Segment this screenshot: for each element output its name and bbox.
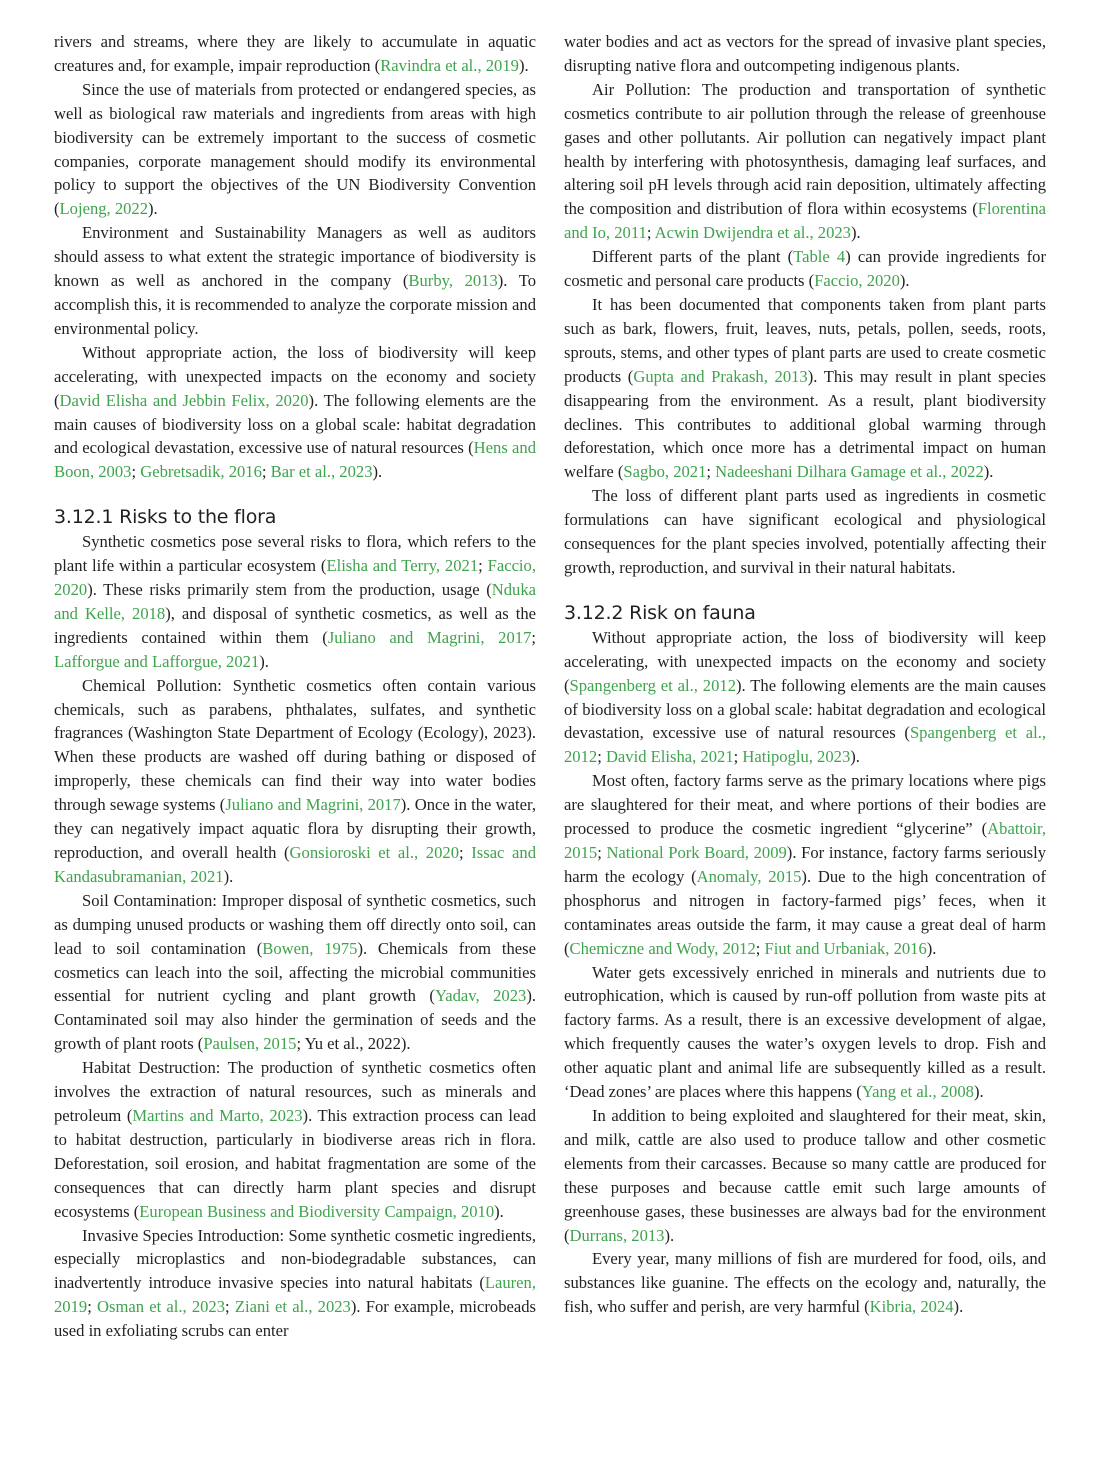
body-text: ). — [664, 1225, 675, 1245]
body-text: Air Pollution: The production and transportation of synthetic cosmetics contribute to air pollution through the release of greenhouse gases and other pollutants. Air pollution can negatively impact plant health by interfering with photosynthesis, damaging leaf surfaces, and altering soil pH levels through acid rain deposition, ultimately affecting the composition and distribution of flora within ecosystems ( — [564, 79, 1046, 219]
citation-link[interactable]: Spangenberg et al., 2012 — [564, 723, 1046, 767]
body-text: Every year, many millions of fish are murdered for food, oils, and substances like guanine. The effects on the ecology and, naturally, the fish, who suffer and perish, are very harmful ( — [564, 1249, 1046, 1317]
paragraph — [564, 484, 1046, 580]
body-text: ). Due to the high concentration of phosphorus and nitrogen in factory-farmed pigs’ feces, when it contaminates areas outside the farm, it may cause a great deal of harm ( — [564, 866, 1046, 958]
left-column — [54, 30, 536, 1343]
body-text: ). This extraction process can lead to habitat destruction, particularly in biodiverse areas rich in flora. Deforestation, soil erosion, and habitat fragmentation are some of the consequences that can directly harm plant species and disrupt ecosystems ( — [54, 1105, 537, 1221]
body-text: It has been documented that components taken from plant parts such as bark, flowers, fruit, leaves, nuts, petals, pollen, seeds, roots, sprouts, stems, and other types of plant parts are used to create cosmetic products ( — [564, 294, 1046, 386]
citation-link[interactable]: Ziani et al., 2023 — [234, 1297, 351, 1317]
paragraph — [54, 30, 536, 78]
citation-link[interactable]: Paulsen, 2015 — [203, 1034, 297, 1054]
citation-link[interactable]: Kibria, 2024 — [869, 1297, 954, 1317]
paragraph — [564, 245, 1046, 293]
citation-link[interactable]: Faccio, 2020 — [814, 271, 900, 291]
citation-link[interactable]: Osman et al., 2023 — [97, 1297, 226, 1317]
body-text: ). Contaminated soil may also hinder the germination of seeds and the growth of plant roots ( — [54, 986, 537, 1054]
citation-link[interactable]: Lojeng, 2022 — [59, 199, 149, 219]
body-text: Habitat Destruction: The production of synthetic cosmetics often involves the extraction of natural resources, such as minerals and petroleum ( — [54, 1058, 536, 1125]
body-text: ). — [372, 462, 383, 482]
body-text: ). — [926, 938, 937, 958]
paragraph — [54, 1224, 536, 1344]
citation-link[interactable]: Juliano and Magrini, 2017 — [327, 627, 532, 647]
body-text: Environment and Sustainability Managers as well as auditors should assess to what extent the strategic importance of biodiversity is known as well as anchored in the company ( — [54, 223, 536, 291]
body-text: ; — [478, 556, 488, 576]
citation-link[interactable]: European Business and Biodiversity Campaign, 2010 — [139, 1201, 495, 1221]
body-text: ). — [494, 1201, 504, 1221]
body-text: Without appropriate action, the loss of biodiversity will keep accelerating, with unexpected impacts on the economy and society ( — [54, 342, 536, 410]
right-column — [564, 30, 1046, 1343]
body-text: ). These risks primarily stem from the production, usage ( — [87, 580, 492, 600]
citation-link[interactable]: Abattoir, 2015 — [564, 819, 1046, 862]
citation-link[interactable]: Elisha and Terry, 2021 — [326, 556, 479, 576]
citation-link[interactable]: Durrans, 2013 — [569, 1225, 665, 1245]
citation-link[interactable]: Table 4 — [793, 247, 846, 267]
paragraph — [54, 674, 536, 889]
body-text: ). For instance, factory farms seriously harm the ecology ( — [564, 843, 1046, 886]
body-text: ; — [755, 938, 765, 958]
paragraph — [564, 1104, 1046, 1247]
paragraph — [54, 221, 536, 341]
citation-link[interactable]: Chemiczne and Wody, 2012 — [569, 938, 756, 958]
body-text: ; — [531, 627, 536, 647]
body-text: ) can provide ingredients for cosmetic and personal care products ( — [564, 247, 1047, 291]
citation-link[interactable]: Lafforgue and Lafforgue, 2021 — [54, 651, 260, 671]
article-page — [54, 30, 1046, 1343]
body-text: Without appropriate action, the loss of biodiversity will keep accelerating, with unexpected impacts on the economy and society ( — [564, 627, 1046, 695]
body-text: ). — [259, 651, 269, 671]
citation-link[interactable]: Bowen, 1975 — [262, 938, 358, 958]
body-text: ). For example, microbeads used in exfoliating scrubs can enter — [54, 1297, 536, 1341]
citation-link[interactable]: Nadeeshani Dilhara Gamage et al., 2022 — [715, 462, 984, 482]
paragraph — [54, 341, 536, 484]
citation-link[interactable]: Issac and Kandasubramanian, 2021 — [54, 843, 537, 886]
paragraph — [54, 530, 536, 673]
citation-link[interactable]: Lauren, 2019 — [54, 1273, 536, 1317]
citation-link[interactable]: Bar et al., 2023 — [270, 462, 373, 482]
citation-link[interactable]: David Elisha and Jebbin Felix, 2020 — [59, 390, 309, 410]
paragraph — [564, 626, 1046, 769]
paragraph — [54, 78, 536, 221]
citation-link[interactable]: Burby, 2013 — [408, 271, 498, 291]
citation-link[interactable]: Fiut and Urbaniak, 2016 — [764, 938, 927, 958]
body-text: ; — [131, 462, 141, 482]
paragraph — [564, 78, 1046, 245]
body-text: ; — [646, 223, 655, 243]
body-text: ; — [706, 462, 716, 482]
citation-link[interactable]: Faccio, 2020 — [54, 556, 536, 600]
body-text: ; Yu et al., 2022). — [296, 1034, 411, 1054]
body-text: ; — [87, 1297, 97, 1317]
body-text: ; — [459, 843, 472, 862]
body-text: ). — [953, 1297, 964, 1317]
body-text: Different parts of the plant ( — [592, 247, 794, 267]
body-text: Water gets excessively enriched in minerals and nutrients due to eutrophication, which is caused by run-off pollution from waste pits at factory farms. As a result, there is an excessive development of algae, which frequently causes the water’s oxygen levels to drop. Fish and other aquatic plant and animal life are subsequently killed as a result. ‘Dead zones’ are places where this happens ( — [564, 962, 1046, 1102]
citation-link[interactable]: National Pork Board, 2009 — [606, 843, 787, 862]
body-text: ). — [899, 271, 910, 291]
body-text: ). — [983, 462, 994, 482]
body-text: Invasive Species Introduction: Some synthetic cosmetic ingredients, especially microplastics and non-biodegradable substances, can inadvertently introduce invasive species into natural habitats ( — [54, 1225, 536, 1293]
body-text: Chemical Pollution: Synthetic cosmetics often contain various chemicals, such as parabens, phthalates, sulfates, and synthetic fragrances (Washington State Department of Ecology (Ecology), 2023). When these products are washed off during bathing or disposed of improperly, these chemicals can find their way into water bodies through sewage systems ( — [54, 675, 536, 815]
body-text: Synthetic cosmetics pose several risks to flora, which refers to the plant life within a particular ecosystem ( — [54, 532, 536, 576]
section-heading-fauna: 3.12.2 Risk on fauna — [564, 601, 756, 624]
body-text: The loss of different plant parts used as ingredients in cosmetic formulations can have significant ecological and physiological consequences for the plant species involved, potentially affecting their growth, reproduction, and survival in their natural habitats. — [564, 486, 1046, 577]
body-text: ). — [973, 1082, 984, 1102]
paragraph — [564, 30, 1046, 78]
paragraph — [54, 889, 536, 1056]
paragraph — [54, 1056, 536, 1223]
citation-link[interactable]: David Elisha, 2021 — [605, 747, 734, 767]
citation-link[interactable]: Sagbo, 2021 — [623, 462, 707, 482]
paragraph — [564, 961, 1046, 1104]
citation-link[interactable]: Yang et al., 2008 — [861, 1082, 974, 1102]
body-text: ; — [261, 462, 271, 482]
citation-link[interactable]: Martins and Marto, 2023 — [132, 1105, 303, 1125]
paragraph — [564, 293, 1046, 484]
citation-link[interactable]: Ravindra et al., 2019 — [380, 55, 519, 75]
body-text: ). — [850, 223, 861, 243]
citation-link[interactable]: Acwin Dwijendra et al., 2023 — [654, 223, 851, 243]
citation-link[interactable]: Gupta and Prakash, 2013 — [633, 366, 808, 386]
body-text: In addition to being exploited and slaughtered for their meat, skin, and milk, cattle are also used to produce tallow and other cosmetic elements from their carcasses. Because so many cattle are produced for these purposes and because cattle emit such large amounts of greenhouse gases, these businesses are always bad for the environment ( — [564, 1105, 1046, 1245]
body-text: rivers and streams, where they are likely to accumulate in aquatic creatures and, for example, impair reproduction ( — [54, 32, 536, 75]
paragraph — [564, 769, 1046, 960]
body-text: ). Chemicals from these cosmetics can leach into the soil, affecting the microbial communities essential for nutrient cycling and plant growth ( — [54, 938, 536, 1006]
citation-link[interactable]: Juliano and Magrini, 2017 — [225, 795, 401, 815]
citation-link[interactable]: Nduka and Kelle, 2018 — [54, 580, 536, 623]
body-text: Since the use of materials from protected or endangered species, as well as biological raw materials and ingredients from areas with high biodiversity can be extremely important to the success of cosmetic companies, corporate management should modify its environmental policy to support the objectives of the UN Biodiversity Convention ( — [54, 79, 536, 219]
citation-link[interactable]: Spangenberg et al., 2012 — [569, 675, 736, 695]
section-heading-flora: 3.12.1 Risks to the flora — [54, 506, 277, 529]
citation-link[interactable]: Hens and Boon, 2003 — [54, 438, 536, 482]
body-text: water bodies and act as vectors for the spread of invasive plant species, disrupting native flora and outcompeting indigenous plants. — [564, 32, 1046, 75]
body-text: ). — [148, 199, 158, 219]
body-text: Soil Contamination: Improper disposal of synthetic cosmetics, such as dumping unused products or washing them off directly onto soil, can lead to soil contamination ( — [54, 890, 536, 958]
citation-link[interactable]: Hatipoglu, 2023 — [742, 747, 851, 767]
citation-link[interactable]: Yadav, 2023 — [434, 986, 527, 1006]
body-text: ). Once in the water, they can negatively impact aquatic flora by disrupting their growth, reproduction, and overall health ( — [54, 795, 537, 862]
body-text: Most often, factory farms serve as the primary locations where pigs are slaughtered for their meat, and where portions of their bodies are processed to produce the cosmetic ingredient “glycerine” ( — [564, 771, 1046, 839]
body-text: ). To accomplish this, it is recommended to analyze the corporate mission and environmental policy. — [54, 271, 536, 338]
body-text: ; — [597, 747, 606, 767]
body-text: ). The following elements are the main causes of biodiversity loss on a global scale: habitat degradation and ecological devastation, excessive use of natural resources ( — [564, 675, 1046, 743]
citation-link[interactable]: Gonsioroski et al., 2020 — [289, 843, 459, 862]
body-text: ). The following elements are the main causes of biodiversity loss on a global scale: habitat degradation and ecological devastation, excessive use of natural resources ( — [54, 390, 536, 458]
citation-link[interactable]: Anomaly, 2015 — [696, 866, 802, 886]
paragraph — [564, 1247, 1046, 1319]
body-text: ), and disposal of synthetic cosmetics, as well as the ingredients contained within them ( — [54, 603, 536, 647]
body-text: ). — [223, 866, 234, 886]
body-text: ; — [733, 747, 743, 767]
citation-link[interactable]: Gebretsadik, 2016 — [140, 462, 262, 482]
body-text: ). — [518, 55, 529, 75]
body-text: ). This may result in plant species disappearing from the environment. As a result, plant biodiversity declines. This contributes to additional global warming through deforestation, which once more has a detrimental impact on human welfare ( — [564, 366, 1046, 482]
citation-link[interactable]: Florentina and Io, 2011 — [564, 199, 1046, 243]
body-text: ). — [850, 747, 860, 767]
body-text: ; — [225, 1297, 235, 1317]
body-text: ; — [597, 843, 607, 862]
